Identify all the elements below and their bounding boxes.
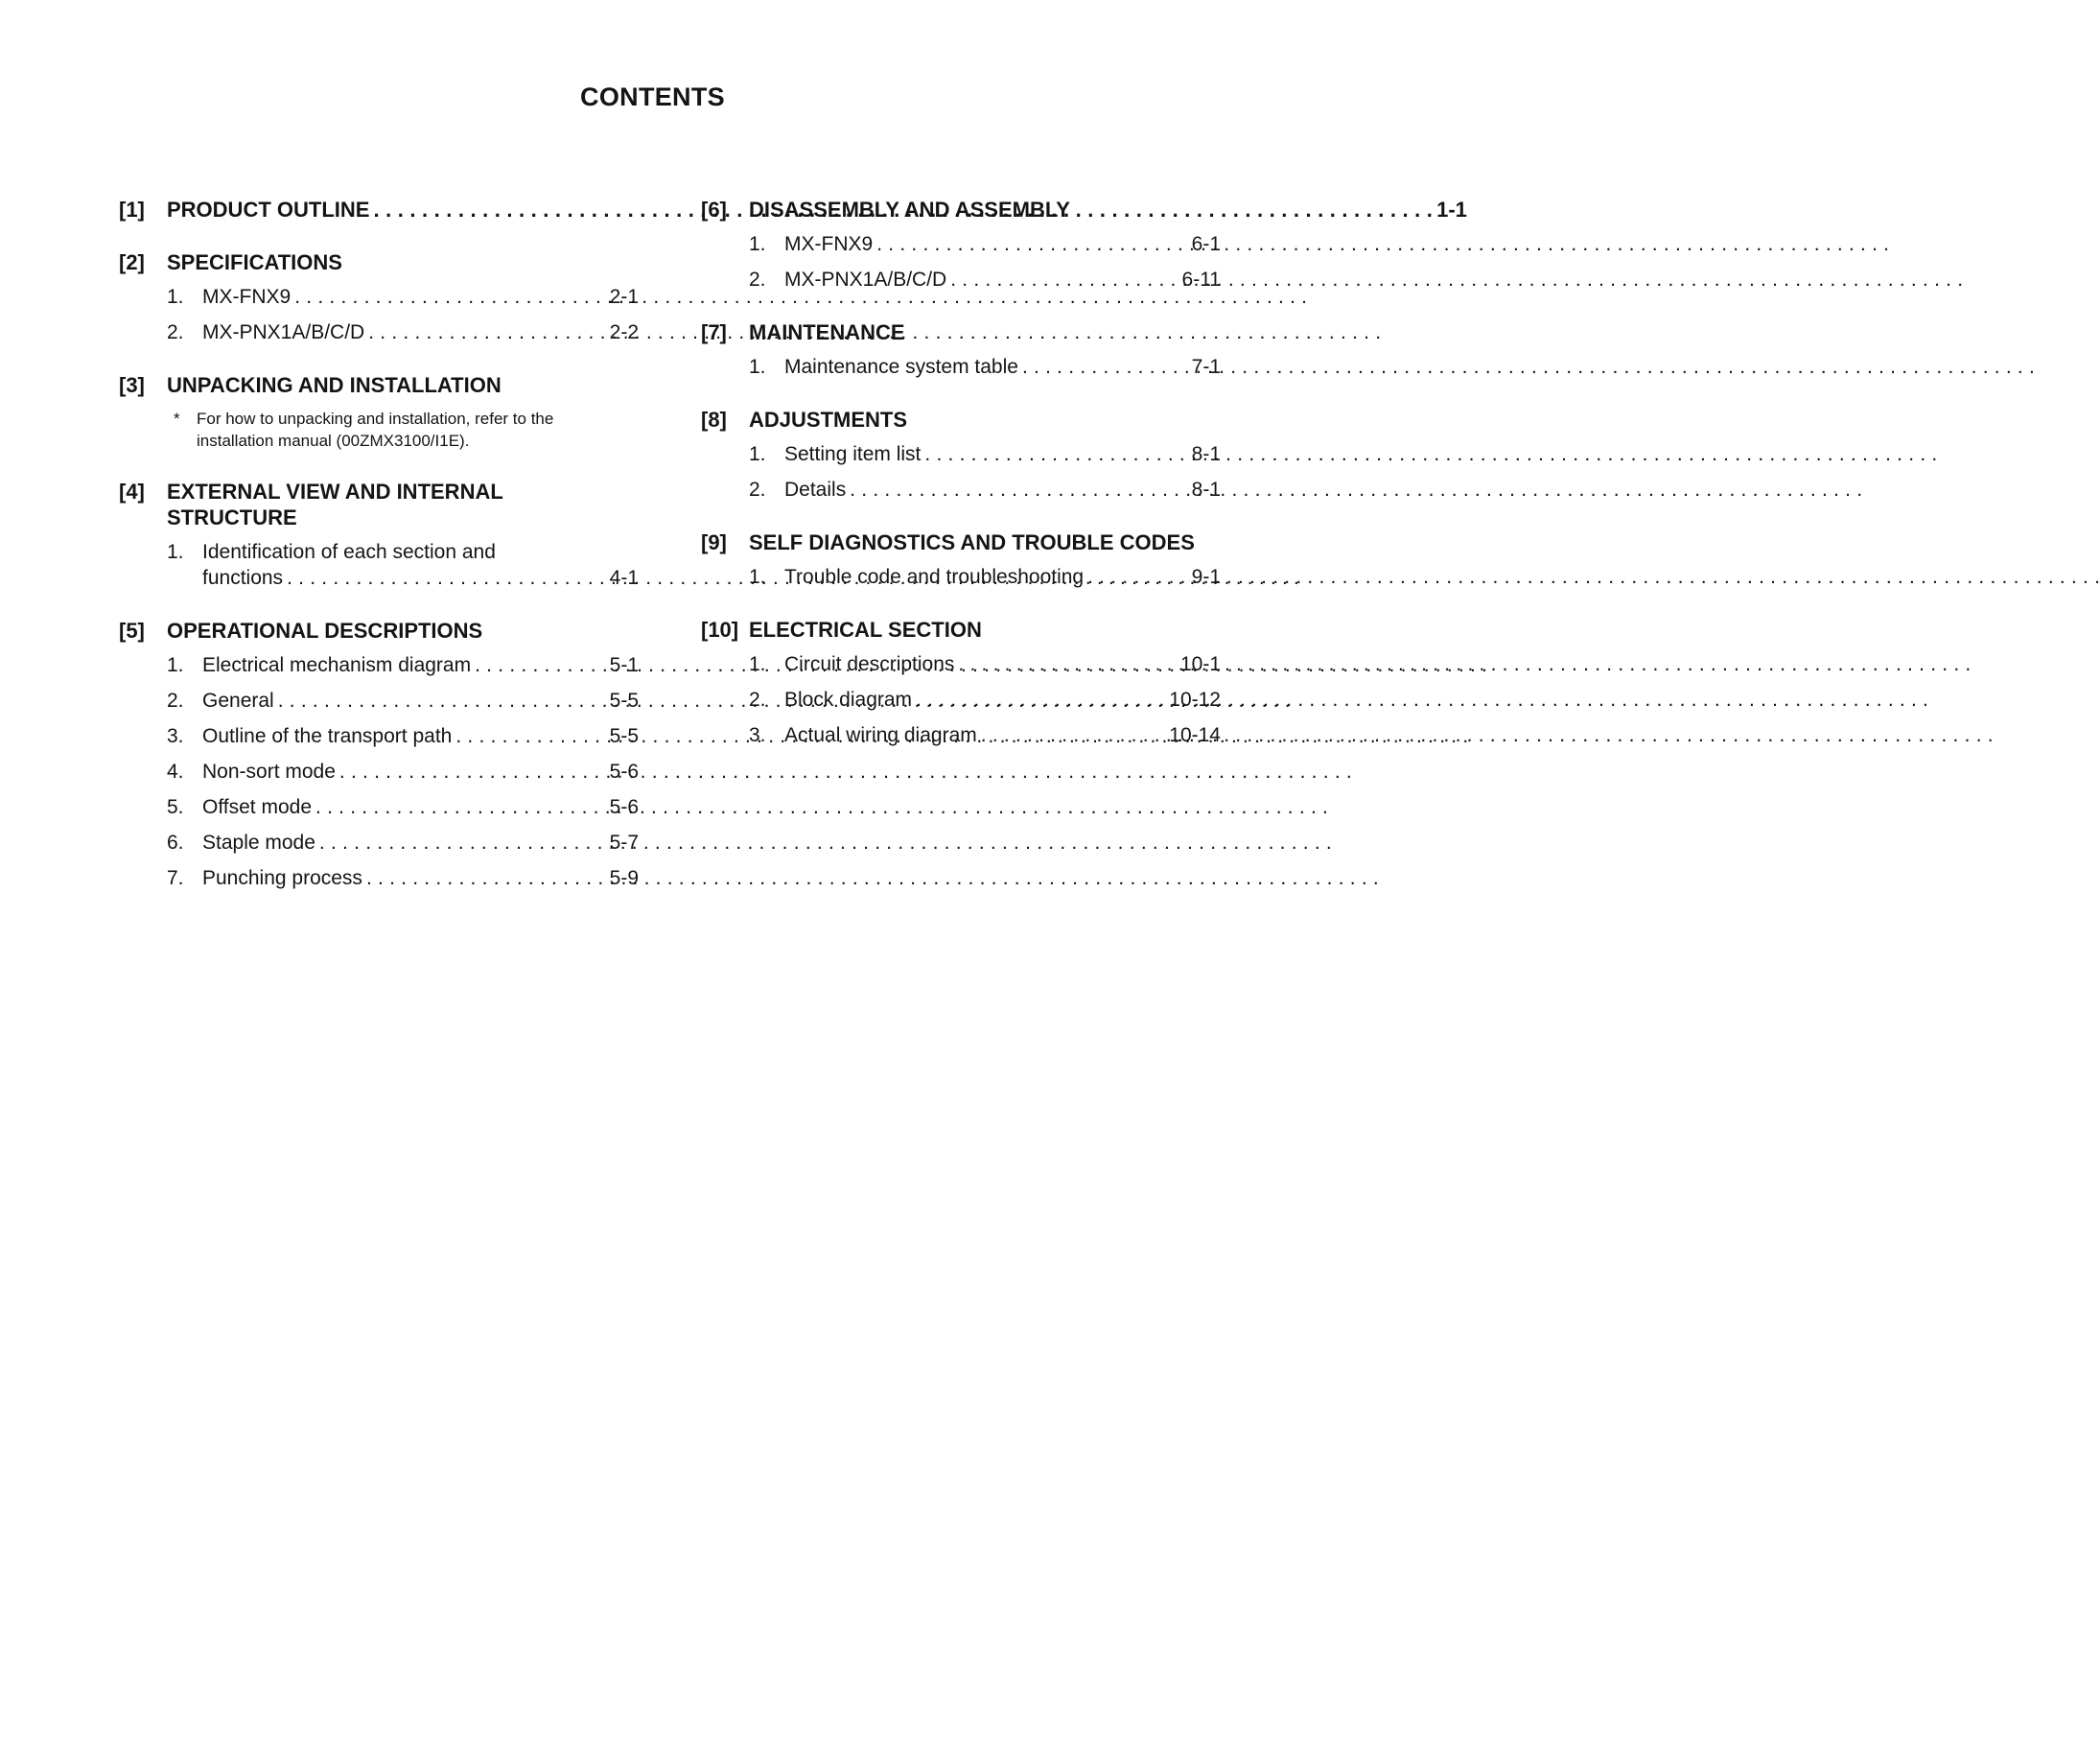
dot-leader xyxy=(981,722,1166,748)
note-text: For how to unpacking and installation, refer to the installation manual (00ZMX3100/I1E). xyxy=(197,410,554,450)
section-number: [3] xyxy=(119,373,145,397)
toc-item[interactable] xyxy=(701,441,1221,467)
section-number: [9] xyxy=(701,530,727,554)
toc-item[interactable] xyxy=(119,759,639,785)
item-text: Identification of each section and xyxy=(202,541,496,563)
page-ref: 2-2 xyxy=(609,321,639,343)
item-text-continued: functions xyxy=(202,567,284,589)
section-title: OPERATIONAL DESCRIPTIONS xyxy=(167,619,483,643)
page-ref: 5-6 xyxy=(609,761,639,783)
section-title: PRODUCT OUTLINE xyxy=(167,198,370,222)
toc-item[interactable] xyxy=(701,687,1221,713)
dot-leader xyxy=(1087,564,1188,590)
dot-leader xyxy=(958,651,1177,677)
toc-item[interactable] xyxy=(119,652,639,678)
toc-section-2 xyxy=(119,249,639,345)
page-ref: 5-1 xyxy=(609,654,639,676)
item-text: Actual wiring diagram xyxy=(784,724,977,746)
dot-leader xyxy=(294,284,605,310)
toc-item[interactable] xyxy=(701,477,1221,503)
dot-leader xyxy=(950,267,1178,293)
toc-item[interactable] xyxy=(119,284,639,310)
item-text: Block diagram xyxy=(784,689,913,711)
item-number: 2. xyxy=(749,689,766,711)
item-number: 5. xyxy=(167,796,184,818)
section-heading[interactable] xyxy=(701,529,1221,555)
item-text: Maintenance system table xyxy=(784,356,1018,378)
item-number: 1. xyxy=(167,541,184,563)
dot-leader xyxy=(916,687,1165,713)
installation-note xyxy=(119,408,639,452)
item-text: Outline of the transport path xyxy=(202,725,453,747)
section-title: UNPACKING AND INSTALLATION xyxy=(167,373,502,397)
toc-item[interactable] xyxy=(701,651,1221,677)
item-text: MX-PNX1A/B/C/D xyxy=(202,321,365,343)
dot-leader xyxy=(366,865,606,891)
dot-leader xyxy=(924,441,1187,467)
section-title: ELECTRICAL SECTION xyxy=(749,618,982,642)
page-ref: 1-1 xyxy=(1436,198,1467,222)
item-text: Circuit descriptions xyxy=(784,653,955,675)
dot-leader xyxy=(339,759,606,785)
page-ref: 5-6 xyxy=(609,796,639,818)
toc-section-10 xyxy=(701,617,1221,748)
page-ref: 10-1 xyxy=(1179,653,1221,675)
dot-leader xyxy=(287,565,606,591)
toc-section-5 xyxy=(119,618,639,891)
page-ref: 6-11 xyxy=(1181,269,1221,291)
item-number: 7. xyxy=(167,867,184,889)
item-number: 4. xyxy=(167,761,184,783)
section-title: DISASSEMBLY AND ASSEMBLY xyxy=(749,198,1070,222)
item-number: 2. xyxy=(167,690,184,712)
toc-section-4 xyxy=(119,479,639,591)
item-number: 1. xyxy=(167,654,184,676)
toc-item[interactable] xyxy=(119,319,639,345)
page-ref: 10-14 xyxy=(1169,724,1221,746)
section-number: [7] xyxy=(701,320,727,344)
dot-leader xyxy=(315,794,606,820)
toc-item[interactable] xyxy=(119,688,639,714)
section-heading[interactable] xyxy=(701,617,1221,643)
toc-section-7 xyxy=(701,319,1221,380)
item-text: Non-sort mode xyxy=(202,761,336,783)
item-number: 1. xyxy=(749,356,766,378)
item-text: MX-FNX9 xyxy=(202,286,292,308)
section-number: [4] xyxy=(119,480,145,504)
item-number: 3. xyxy=(749,724,766,746)
section-number: [8] xyxy=(701,408,727,432)
section-heading[interactable] xyxy=(701,197,1221,223)
item-number: 1. xyxy=(749,566,766,588)
item-number: 3. xyxy=(167,725,184,747)
toc-item[interactable] xyxy=(119,723,639,749)
item-number: 2. xyxy=(167,321,184,343)
item-number: 2. xyxy=(749,269,766,291)
section-number: [6] xyxy=(701,198,727,222)
dot-leader xyxy=(278,688,606,714)
page-ref: 5-9 xyxy=(609,867,639,889)
page-ref: 6-1 xyxy=(1191,233,1221,255)
toc-item[interactable] xyxy=(701,722,1221,748)
toc-item[interactable] xyxy=(701,564,1221,590)
section-heading[interactable] xyxy=(119,479,639,530)
toc-section-8 xyxy=(701,407,1221,503)
section-number: [2] xyxy=(119,250,145,274)
page-ref: 10-12 xyxy=(1169,689,1221,711)
item-text: Offset mode xyxy=(202,796,313,818)
section-title: SPECIFICATIONS xyxy=(167,250,342,274)
item-text: Setting item list xyxy=(784,443,922,465)
item-number: 2. xyxy=(749,479,766,501)
toc-item[interactable] xyxy=(701,354,1221,380)
item-text: Punching process xyxy=(202,867,362,889)
page-title: CONTENTS xyxy=(580,82,725,111)
page-ref: 5-5 xyxy=(609,690,639,712)
dot-leader xyxy=(850,477,1187,503)
section-heading[interactable] xyxy=(119,372,639,398)
item-text: Electrical mechanism diagram xyxy=(202,654,472,676)
item-text: Staple mode xyxy=(202,832,315,854)
page-ref: 9-1 xyxy=(1191,566,1221,588)
page-ref: 8-1 xyxy=(1191,443,1221,465)
item-number: 6. xyxy=(167,832,184,854)
item-number: 1. xyxy=(749,233,766,255)
dot-leader xyxy=(1022,354,1188,380)
toc-item[interactable] xyxy=(119,539,639,591)
item-text: MX-PNX1A/B/C/D xyxy=(784,269,947,291)
section-number: [5] xyxy=(119,619,145,643)
page-ref: 2-1 xyxy=(609,286,639,308)
dot-leader xyxy=(475,652,606,678)
toc-section-6 xyxy=(701,197,1221,293)
section-heading[interactable] xyxy=(701,319,1221,345)
page-ref: 7-1 xyxy=(1191,356,1221,378)
section-heading[interactable] xyxy=(119,249,639,275)
item-number: 1. xyxy=(167,286,184,308)
page-ref: 5-5 xyxy=(609,725,639,747)
section-title: MAINTENANCE xyxy=(749,320,905,344)
section-title: SELF DIAGNOSTICS AND TROUBLE CODES xyxy=(749,530,1195,554)
section-number: [1] xyxy=(119,198,145,222)
item-text: Trouble code and troubleshooting xyxy=(784,566,1085,588)
note-asterisk: * xyxy=(174,410,180,428)
page-ref: 8-1 xyxy=(1191,479,1221,501)
page-ref: 5-7 xyxy=(609,832,639,854)
section-heading[interactable] xyxy=(119,618,639,644)
dot-leader xyxy=(319,830,606,856)
toc-item[interactable] xyxy=(119,865,639,891)
toc-section-3 xyxy=(119,372,639,452)
toc-section-9 xyxy=(701,529,1221,590)
toc-item[interactable] xyxy=(701,231,1221,257)
section-number: [10] xyxy=(701,618,739,642)
item-number: 1. xyxy=(749,653,766,675)
section-heading[interactable] xyxy=(701,407,1221,433)
item-text: MX-FNX9 xyxy=(784,233,874,255)
item-text: General xyxy=(202,690,274,712)
toc-item[interactable] xyxy=(119,830,639,856)
dot-leader xyxy=(455,723,605,749)
toc-item[interactable] xyxy=(701,267,1221,293)
dot-leader xyxy=(876,231,1187,257)
toc-item[interactable] xyxy=(119,794,639,820)
toc-right-column xyxy=(701,197,1221,775)
page-ref: 4-1 xyxy=(609,567,639,589)
item-number: 1. xyxy=(749,443,766,465)
item-text: Details xyxy=(784,479,847,501)
section-title: EXTERNAL VIEW AND INTERNAL STRUCTURE xyxy=(167,480,503,529)
dot-leader xyxy=(368,319,605,345)
section-title: ADJUSTMENTS xyxy=(749,408,908,432)
